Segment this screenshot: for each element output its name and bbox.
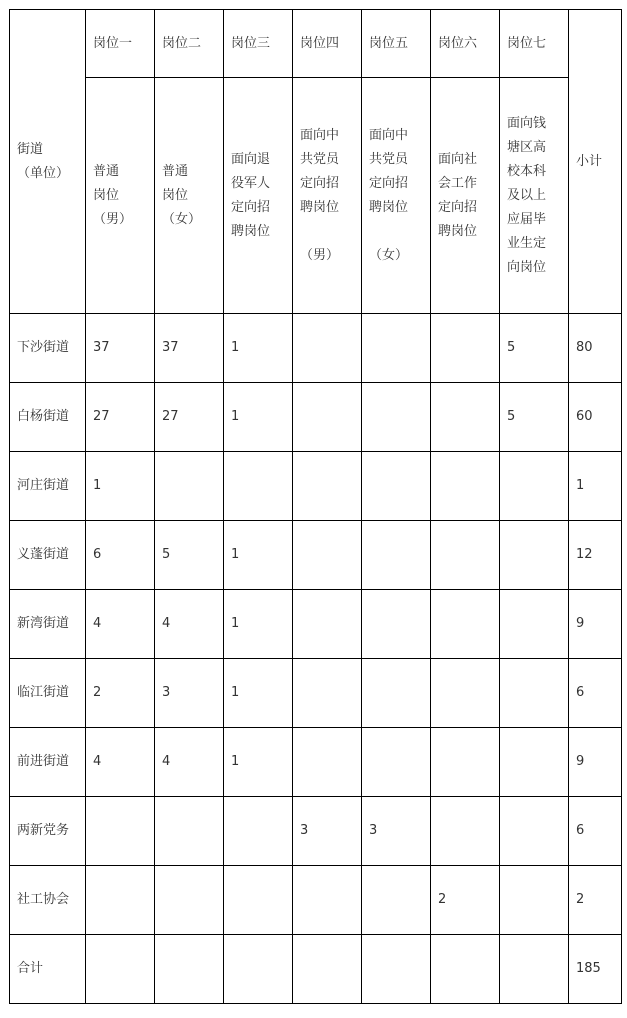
position-count-6: 2 xyxy=(431,866,500,935)
position-count-4 xyxy=(293,866,362,935)
district-name: 两新党务 xyxy=(10,797,86,866)
position-count-7 xyxy=(500,452,569,521)
table-row xyxy=(10,935,622,1004)
row-subtotal: 6 xyxy=(569,659,622,728)
position-count-4 xyxy=(293,590,362,659)
description-text xyxy=(93,160,154,232)
text-line: 应届毕 xyxy=(507,211,547,227)
header-position-1: 岗位一 xyxy=(86,10,155,78)
position-count-1: 27 xyxy=(86,383,155,452)
district-name: 合计 xyxy=(10,935,86,1004)
position-count-5 xyxy=(362,728,431,797)
text-line: 聘岗位 xyxy=(369,199,409,215)
district-name: 新湾街道 xyxy=(10,590,86,659)
position-count-5 xyxy=(362,866,431,935)
position-count-2: 4 xyxy=(155,728,224,797)
header-description-7 xyxy=(500,78,569,314)
position-count-6 xyxy=(431,797,500,866)
row-subtotal: 185 xyxy=(569,935,622,1004)
text-line: 及以上 xyxy=(507,187,547,203)
position-count-3: 1 xyxy=(224,383,293,452)
header-position-3: 岗位三 xyxy=(224,10,293,78)
text-line: （男） xyxy=(300,247,340,263)
row-subtotal: 9 xyxy=(569,590,622,659)
position-count-2: 4 xyxy=(155,590,224,659)
text-line: 定向招 xyxy=(231,199,271,215)
text-line: 面向中 xyxy=(300,127,340,143)
position-count-2 xyxy=(155,935,224,1004)
row-subtotal: 12 xyxy=(569,521,622,590)
header-description-1 xyxy=(86,78,155,314)
position-count-7: 5 xyxy=(500,314,569,383)
text-line: （女） xyxy=(369,247,409,263)
text-line: （单位） xyxy=(17,165,70,181)
header-description-6 xyxy=(431,78,500,314)
table-row xyxy=(10,314,622,383)
header-subtotal: 小计 xyxy=(569,10,622,314)
position-count-6 xyxy=(431,521,500,590)
position-count-4 xyxy=(293,728,362,797)
description-text xyxy=(507,112,568,280)
description-text xyxy=(438,148,499,244)
position-count-2 xyxy=(155,452,224,521)
position-count-6 xyxy=(431,728,500,797)
position-count-6 xyxy=(431,314,500,383)
text-line: 聘岗位 xyxy=(300,199,340,215)
position-count-3: 1 xyxy=(224,590,293,659)
position-count-3: 1 xyxy=(224,728,293,797)
text-line: 役军人 xyxy=(231,175,271,191)
position-count-5 xyxy=(362,935,431,1004)
position-count-5 xyxy=(362,659,431,728)
text-line: 岗位 xyxy=(162,187,189,203)
header-district-label xyxy=(17,138,85,186)
row-subtotal: 60 xyxy=(569,383,622,452)
position-count-5 xyxy=(362,314,431,383)
description-text xyxy=(300,124,361,268)
text-line: 塘区高 xyxy=(507,139,547,155)
text-line: 定向招 xyxy=(369,175,409,191)
text-line: 共党员 xyxy=(300,151,340,167)
position-count-6 xyxy=(431,935,500,1004)
text-line: 岗位 xyxy=(93,187,120,203)
position-count-1: 1 xyxy=(86,452,155,521)
position-count-4 xyxy=(293,452,362,521)
position-count-7 xyxy=(500,728,569,797)
position-count-6 xyxy=(431,383,500,452)
position-count-1 xyxy=(86,935,155,1004)
position-count-7 xyxy=(500,866,569,935)
table-row xyxy=(10,866,622,935)
position-count-1: 4 xyxy=(86,728,155,797)
position-count-7 xyxy=(500,659,569,728)
position-count-3: 1 xyxy=(224,314,293,383)
text-line: 业生定 xyxy=(507,235,547,251)
position-count-6 xyxy=(431,590,500,659)
position-count-4 xyxy=(293,314,362,383)
district-name: 白杨街道 xyxy=(10,383,86,452)
row-subtotal: 9 xyxy=(569,728,622,797)
text-line: 聘岗位 xyxy=(231,223,271,239)
header-position-4: 岗位四 xyxy=(293,10,362,78)
header-position-7: 岗位七 xyxy=(500,10,569,78)
position-count-5 xyxy=(362,521,431,590)
position-count-3 xyxy=(224,452,293,521)
text-line: 普通 xyxy=(93,163,120,179)
header-row-descriptions xyxy=(10,78,622,314)
position-count-4 xyxy=(293,935,362,1004)
position-count-1 xyxy=(86,866,155,935)
text-line: 定向招 xyxy=(300,175,340,191)
header-position-5: 岗位五 xyxy=(362,10,431,78)
header-description-2 xyxy=(155,78,224,314)
position-count-4: 3 xyxy=(293,797,362,866)
position-count-1: 2 xyxy=(86,659,155,728)
table-row xyxy=(10,659,622,728)
header-description-5 xyxy=(362,78,431,314)
position-count-3: 1 xyxy=(224,521,293,590)
header-district-cell xyxy=(10,10,86,314)
table-body xyxy=(10,10,622,1004)
text-line: 街道 xyxy=(17,141,44,157)
text-line xyxy=(369,220,430,244)
position-count-7 xyxy=(500,590,569,659)
position-count-2: 3 xyxy=(155,659,224,728)
position-count-2 xyxy=(155,866,224,935)
text-line: （男） xyxy=(93,211,133,227)
district-name: 临江街道 xyxy=(10,659,86,728)
header-position-2: 岗位二 xyxy=(155,10,224,78)
position-count-2: 5 xyxy=(155,521,224,590)
row-subtotal: 2 xyxy=(569,866,622,935)
position-count-3 xyxy=(224,866,293,935)
text-line: 面向社 xyxy=(438,151,478,167)
position-count-4 xyxy=(293,383,362,452)
table-row xyxy=(10,521,622,590)
position-count-5 xyxy=(362,590,431,659)
text-line: （女） xyxy=(162,211,202,227)
text-line: 面向退 xyxy=(231,151,271,167)
description-text xyxy=(369,124,430,268)
header-row-positions xyxy=(10,10,622,78)
text-line: 会工作 xyxy=(438,175,478,191)
text-line: 普通 xyxy=(162,163,189,179)
header-position-6: 岗位六 xyxy=(431,10,500,78)
text-line: 面向钱 xyxy=(507,115,547,131)
position-count-2 xyxy=(155,797,224,866)
table-row xyxy=(10,728,622,797)
position-count-2: 27 xyxy=(155,383,224,452)
district-name: 下沙街道 xyxy=(10,314,86,383)
table-row xyxy=(10,383,622,452)
table-row xyxy=(10,797,622,866)
table-row xyxy=(10,452,622,521)
position-count-3 xyxy=(224,935,293,1004)
header-description-3 xyxy=(224,78,293,314)
text-line: 聘岗位 xyxy=(438,223,478,239)
position-count-1: 4 xyxy=(86,590,155,659)
text-line: 校本科 xyxy=(507,163,547,179)
position-count-6 xyxy=(431,452,500,521)
district-name: 义蓬街道 xyxy=(10,521,86,590)
row-subtotal: 1 xyxy=(569,452,622,521)
position-count-7 xyxy=(500,797,569,866)
position-count-3 xyxy=(224,797,293,866)
position-count-4 xyxy=(293,521,362,590)
position-count-7: 5 xyxy=(500,383,569,452)
position-count-4 xyxy=(293,659,362,728)
text-line xyxy=(300,220,361,244)
description-text xyxy=(231,148,292,244)
position-count-3: 1 xyxy=(224,659,293,728)
text-line: 共党员 xyxy=(369,151,409,167)
district-name: 河庄街道 xyxy=(10,452,86,521)
text-line: 向岗位 xyxy=(507,259,547,275)
position-count-5: 3 xyxy=(362,797,431,866)
position-count-7 xyxy=(500,935,569,1004)
text-line: 定向招 xyxy=(438,199,478,215)
position-count-6 xyxy=(431,659,500,728)
position-count-1: 37 xyxy=(86,314,155,383)
recruitment-table xyxy=(9,9,622,1004)
position-count-2: 37 xyxy=(155,314,224,383)
position-count-1 xyxy=(86,797,155,866)
text-line: 面向中 xyxy=(369,127,409,143)
position-count-5 xyxy=(362,383,431,452)
position-count-1: 6 xyxy=(86,521,155,590)
district-name: 前进街道 xyxy=(10,728,86,797)
district-name: 社工协会 xyxy=(10,866,86,935)
row-subtotal: 6 xyxy=(569,797,622,866)
header-description-4 xyxy=(293,78,362,314)
position-count-5 xyxy=(362,452,431,521)
table-row xyxy=(10,590,622,659)
row-subtotal: 80 xyxy=(569,314,622,383)
position-count-7 xyxy=(500,521,569,590)
description-text xyxy=(162,160,223,232)
